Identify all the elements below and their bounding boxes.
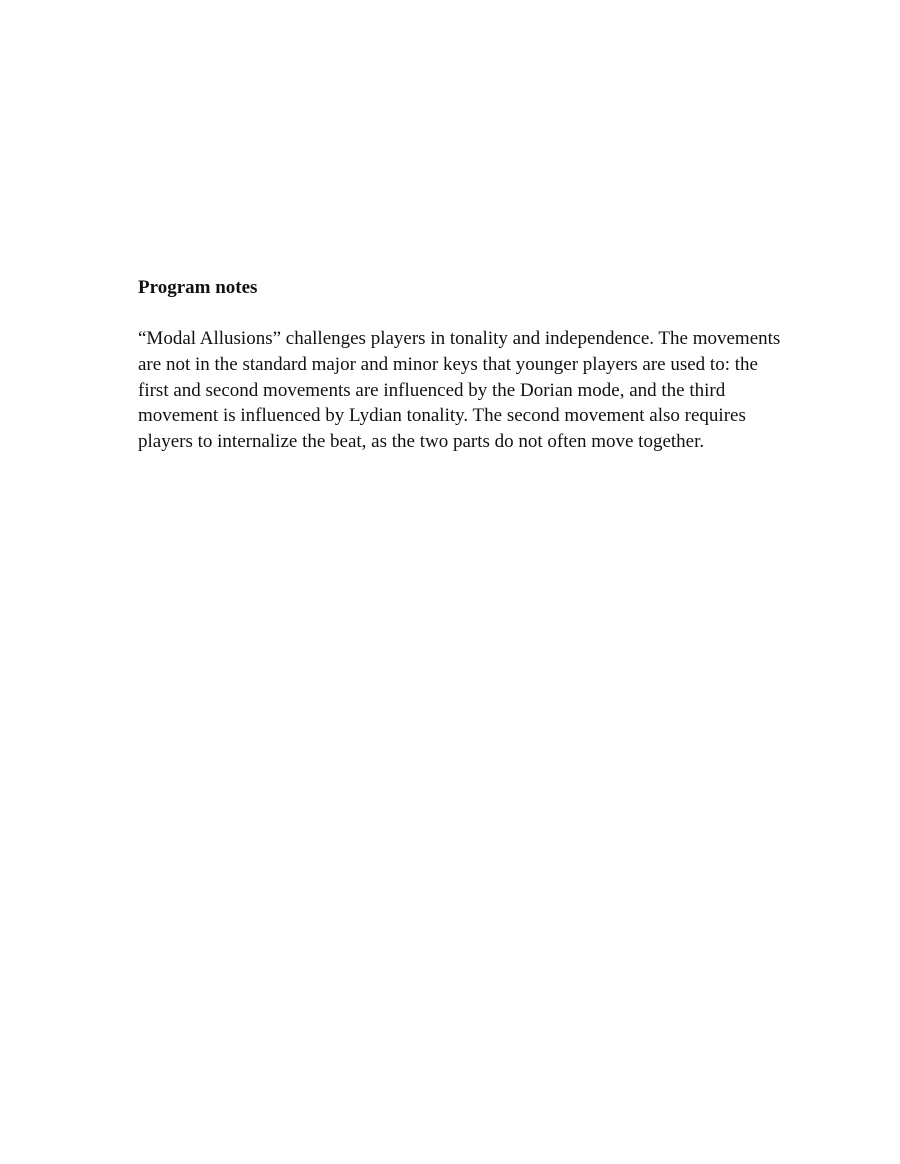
section-heading: Program notes — [138, 277, 258, 298]
program-notes-paragraph: “Modal Allusions” challenges players in tonality and independence. The movements are not in the standard major and minor keys that younger players are used to: the first and second movements are influenced by the Dorian mode, and the third movement is influenced by Lydian tonality. The second movement also requires players to internalize the beat, as the two parts do not often move together. — [138, 328, 781, 453]
program-notes-section — [138, 276, 788, 455]
